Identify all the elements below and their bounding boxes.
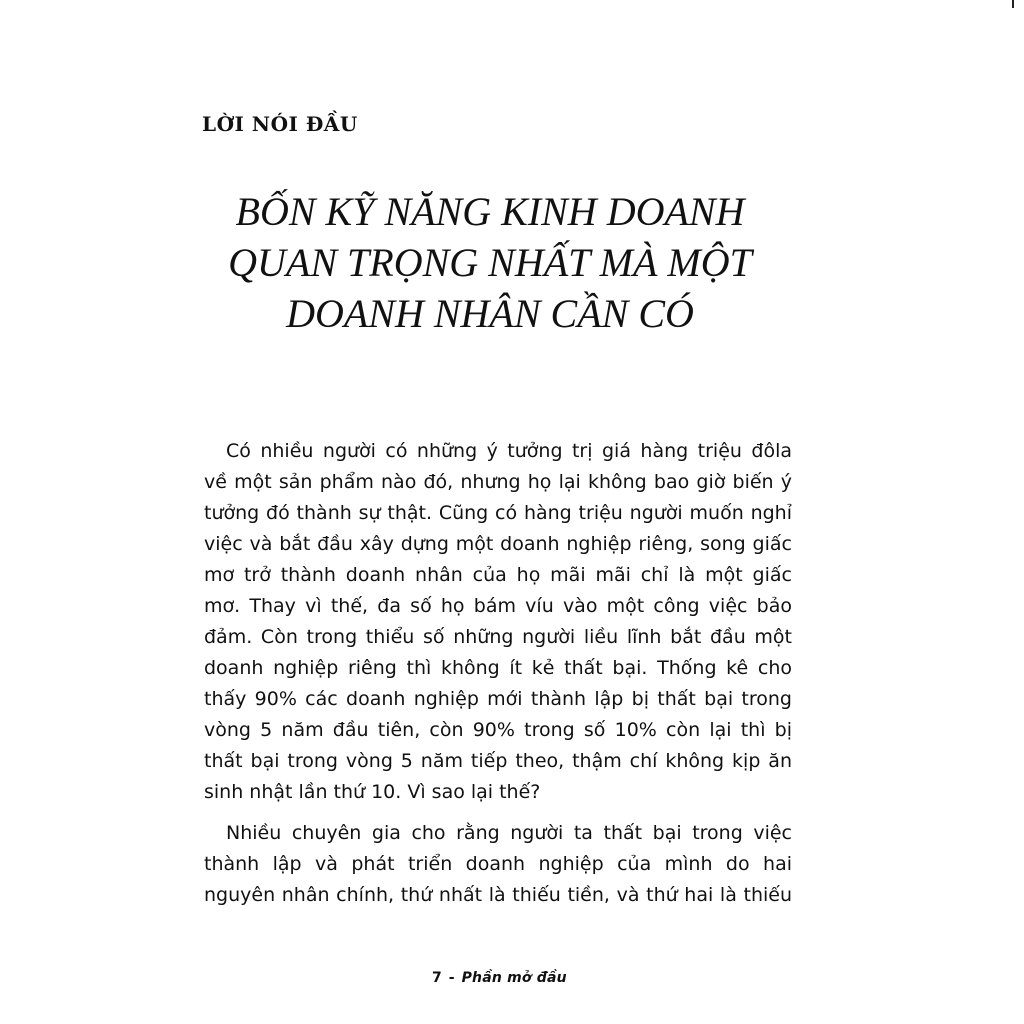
paragraph-line: mơ. Thay vì thế, đa số họ bám víu vào một công việc bảo <box>204 595 792 617</box>
paragraph-line: đảm. Còn trong thiểu số những người liều lĩnh bắt đầu một <box>204 626 792 648</box>
paragraph-line: nguyên nhân chính, thứ nhất là thiếu tiền, và thứ hai là thiếu <box>204 884 792 906</box>
paragraph-line: thất bại trong vòng 5 năm tiếp theo, thậm chí không kịp ăn <box>204 750 792 772</box>
title-line-1: BỐN KỸ NĂNG KINH DOANH <box>235 189 745 234</box>
paragraph-1 <box>204 436 792 808</box>
title-line-3: DOANH NHÂN CẦN CÓ <box>286 291 694 336</box>
paragraph-line: Có nhiều người có những ý tưởng trị giá hàng triệu đôla <box>226 440 792 462</box>
paragraph-gap <box>204 808 792 818</box>
paragraph-line: tưởng đó thành sự thật. Cũng có hàng triệu người muốn nghỉ <box>204 502 792 524</box>
paragraph-2 <box>204 818 792 911</box>
body-text <box>204 436 792 911</box>
page-number: 7 <box>432 970 442 986</box>
page-footer <box>432 970 567 986</box>
paragraph-line: doanh nghiệp riêng thì không ít kẻ thất bại. Thống kê cho <box>204 657 792 679</box>
paragraph-line: Nhiều chuyên gia cho rằng người ta thất bại trong việc <box>226 822 792 844</box>
section-label: LỜI NÓI ĐẦU <box>202 112 358 136</box>
paragraph-line: thấy 90% các doanh nghiệp mới thành lập bị thất bại trong <box>204 688 792 710</box>
paragraph-line: sinh nhật lần thứ 10. Vì sao lại thế? <box>204 781 541 803</box>
paragraph-line: thành lập và phát triển doanh nghiệp của mình do hai <box>204 853 792 875</box>
paragraph-line: mơ trở thành doanh nhân của họ mãi mãi chỉ là một giấc <box>204 564 792 586</box>
title-line-2: QUAN TRỌNG NHẤT MÀ MỘT <box>228 240 752 285</box>
footer-section-title: Phần mở đầu <box>461 970 567 986</box>
paragraph-line: về một sản phẩm nào đó, nhưng họ lại không bao giờ biến ý <box>204 471 792 493</box>
footer-separator: - <box>448 970 455 986</box>
paragraph-line: vòng 5 năm đầu tiên, còn 90% trong số 10% còn lại thì bị <box>204 719 792 741</box>
chapter-title <box>220 186 760 339</box>
scan-artifact-mark <box>1012 0 1014 8</box>
paragraph-line: việc và bắt đầu xây dựng một doanh nghiệp riêng, song giấc <box>204 533 792 555</box>
